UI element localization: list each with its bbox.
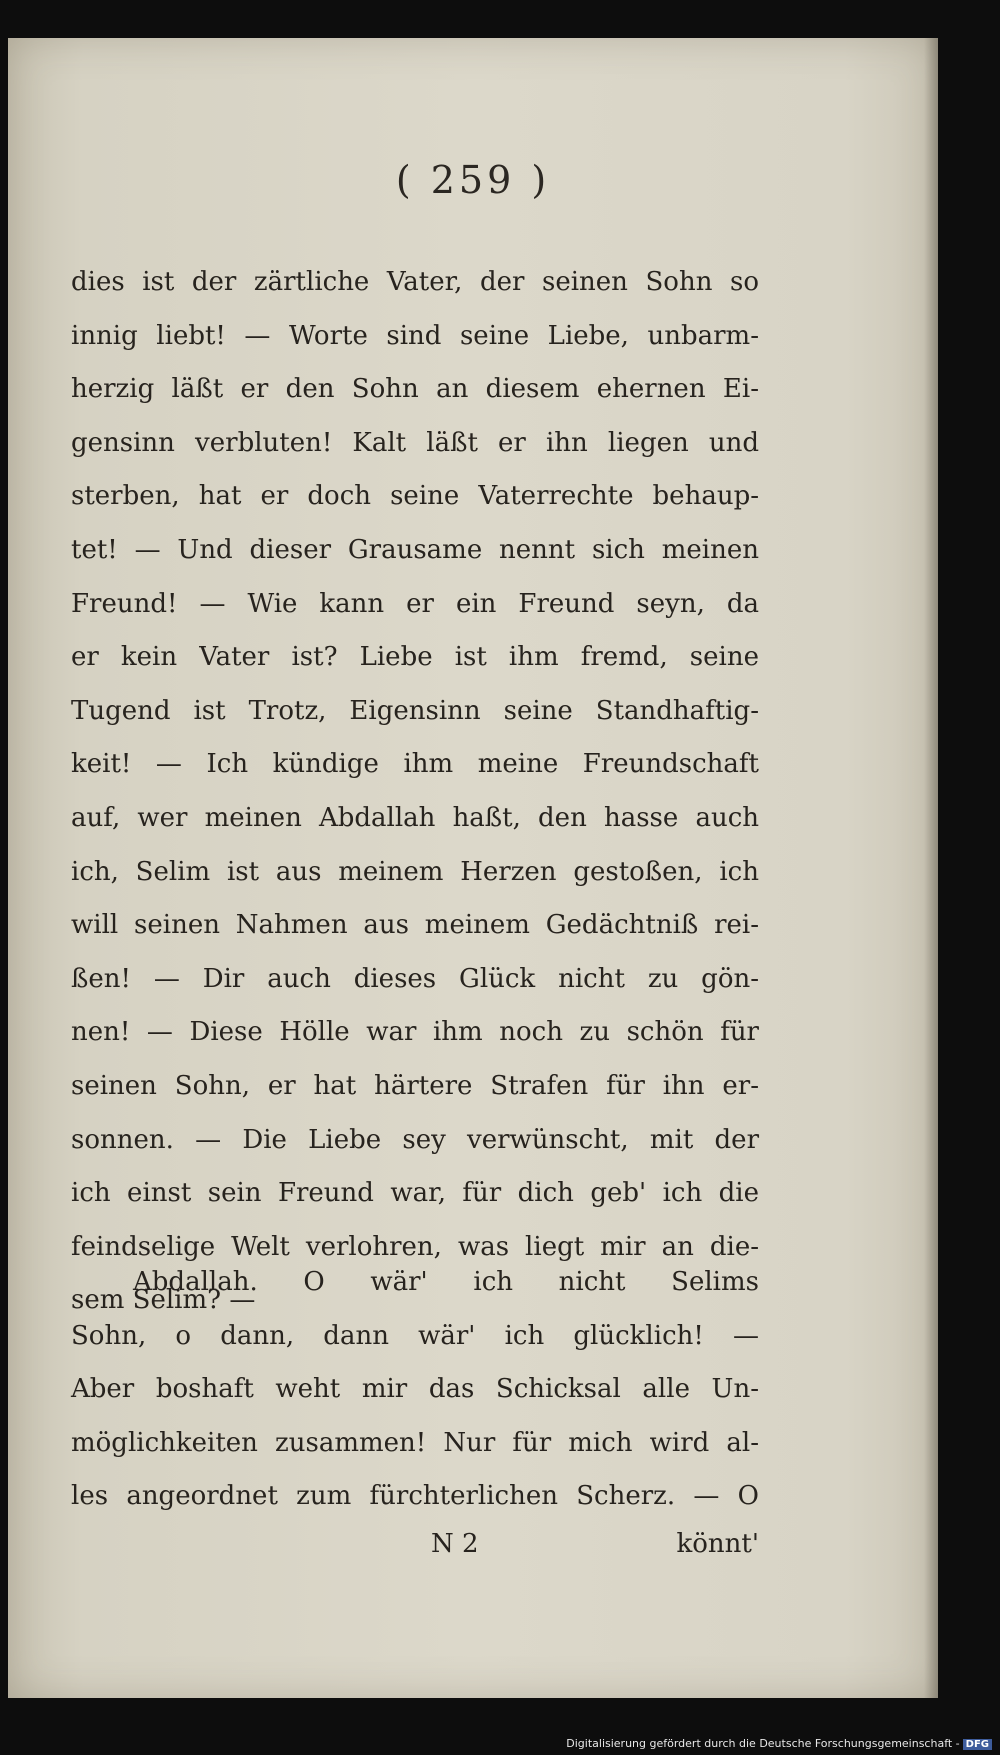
book-page <box>8 38 938 1698</box>
text-line: Tugend ist Trotz, Eigensinn seine Standhaftig- <box>71 695 759 726</box>
text-line: sterben, hat er doch seine Vaterrechte behaup- <box>71 481 759 512</box>
text-line: nen! — Diese Hölle war ihm noch zu schön für <box>71 1017 759 1048</box>
dfg-logo: DFG <box>963 1739 992 1750</box>
page-edge-shadow <box>924 38 938 1698</box>
text-line: les angeordnet zum fürchterlichen Scherz. — O <box>71 1481 759 1512</box>
text-line: sem Selim? — <box>71 1285 256 1316</box>
page-number: ( 259 ) <box>395 158 551 202</box>
text-line: tet! — Und dieser Grausame nennt sich meinen <box>71 534 759 565</box>
catchword: könnt' <box>676 1529 759 1559</box>
speaker-line: Abdallah. O wär' ich nicht Selims <box>133 1267 759 1297</box>
paragraph-2 <box>71 1256 759 1524</box>
text-line: Aber boshaft weht mir das Schicksal alle Un- <box>71 1374 759 1405</box>
text-line: keit! — Ich kündige ihm meine Freundschaft <box>71 749 759 780</box>
text-line: ßen! — Dir auch dieses Glück nicht zu gön- <box>71 963 759 994</box>
paragraph-1 <box>71 256 759 1328</box>
text-line: innig liebt! — Worte sind seine Liebe, unbarm- <box>71 320 759 351</box>
text-line: er kein Vater ist? Liebe ist ihm fremd, seine <box>71 642 759 673</box>
text-line: möglichkeiten zusammen! Nur für mich wird al- <box>71 1427 759 1458</box>
text-line: auf, wer meinen Abdallah haßt, den hasse auch <box>71 802 759 833</box>
text-line: seinen Sohn, er hat härtere Strafen für ihn er- <box>71 1070 759 1101</box>
text-line: Freund! — Wie kann er ein Freund seyn, da <box>71 588 759 619</box>
digitization-credit <box>566 1737 992 1750</box>
text-line: ich, Selim ist aus meinem Herzen gestoßen, ich <box>71 856 759 887</box>
text-line: dies ist der zärtliche Vater, der seinen Sohn so <box>71 267 759 297</box>
page-footer <box>71 1518 759 1571</box>
text-line: feindselige Welt verlohren, was liegt mir an die- <box>71 1231 759 1262</box>
text-line: Sohn, o dann, dann wär' ich glücklich! — <box>71 1320 759 1351</box>
text-line: ich einst sein Freund war, für dich geb' ich die <box>71 1178 759 1209</box>
signature-mark: N 2 <box>431 1529 479 1559</box>
credit-text: Digitalisierung gefördert durch die Deutsche Forschungsgemeinschaft - <box>566 1737 960 1750</box>
text-line: gensinn verbluten! Kalt läßt er ihn liegen und <box>71 427 759 458</box>
text-line: will seinen Nahmen aus meinem Gedächtniß rei- <box>71 910 759 941</box>
text-line: herzig läßt er den Sohn an diesem ehernen Ei- <box>71 374 759 405</box>
text-line: sonnen. — Die Liebe sey verwünscht, mit der <box>71 1124 759 1155</box>
